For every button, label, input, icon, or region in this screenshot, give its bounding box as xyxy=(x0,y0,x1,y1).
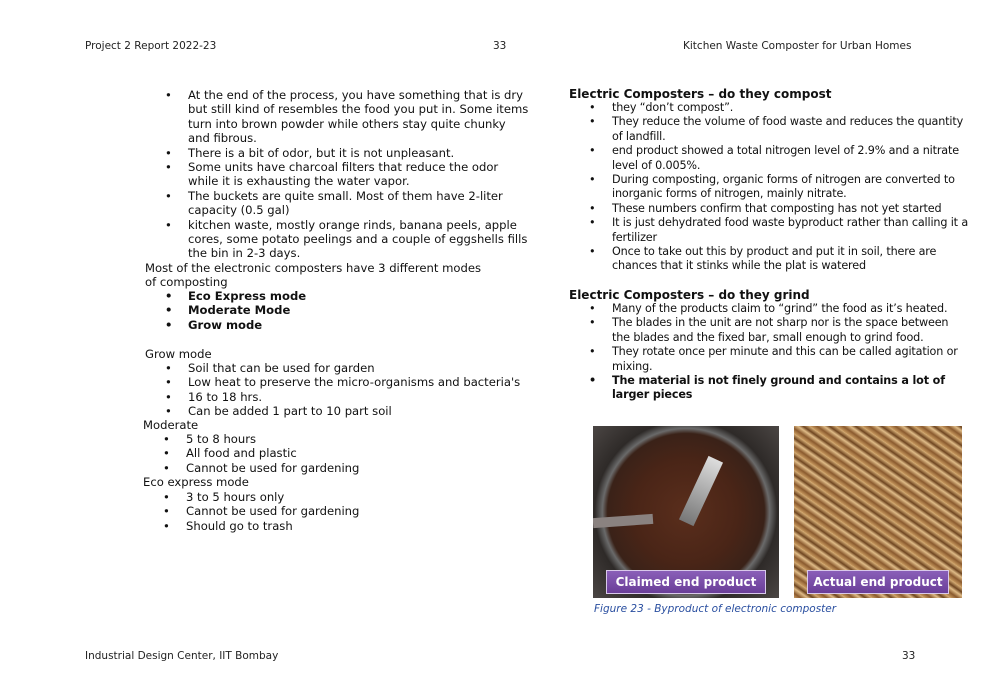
list-item: • Cannot be used for gardening xyxy=(163,461,523,475)
list-item-bold: • The material is not finely ground and contains a lot of larger pieces xyxy=(589,374,969,403)
header-left: Project 2 Report 2022-23 xyxy=(85,40,217,52)
footer-page-number: 33 xyxy=(902,650,916,662)
bar-shape xyxy=(593,514,653,528)
compost-heading: Electric Composters – do they compost xyxy=(569,87,832,101)
claimed-end-product-image xyxy=(593,426,779,598)
list-item: • Once to take out this by product and put it in soil, there are chances that it stinks while the plat is watered xyxy=(589,245,969,274)
list-item: • These numbers confirm that composting has not yet started xyxy=(589,202,969,216)
mode-item: • Grow mode xyxy=(165,318,505,332)
list-item: • 3 to 5 hours only xyxy=(163,490,523,504)
grind-list-container xyxy=(589,302,969,403)
list-item: • During composting, organic forms of nitrogen are converted to inorganic forms of nitrogen, mainly nitrate. xyxy=(589,173,969,202)
actual-end-product-image xyxy=(794,426,962,598)
list-item: • Low heat to preserve the micro-organisms and bacteria's xyxy=(165,375,525,389)
list-item: • 5 to 8 hours xyxy=(163,432,523,446)
list-item: • they “don’t compost”. xyxy=(589,101,969,115)
list-item: • They reduce the volume of food waste and reduces the quantity of landfill. xyxy=(589,115,969,144)
footer-left: Industrial Design Center, IIT Bombay xyxy=(85,650,279,662)
observations-list-container xyxy=(165,88,530,261)
mode-item: • Eco Express mode xyxy=(165,289,505,303)
list-item: • It is just dehydrated food waste byproduct rather than calling it a fertilizer xyxy=(589,216,969,245)
blade-shape xyxy=(679,456,723,526)
eco-list-container xyxy=(163,490,523,533)
list-item: • Soil that can be used for garden xyxy=(165,361,525,375)
modes-intro: Most of the electronic composters have 3 different modes of composting xyxy=(145,261,482,290)
list-item: • kitchen waste, mostly orange rinds, banana peels, apple cores, some potato peelings and a couple of eggshells fills the bin in 2-3 days. xyxy=(165,218,530,261)
actual-label: Actual end product xyxy=(807,570,949,594)
list-item: • Cannot be used for gardening xyxy=(163,504,523,518)
claimed-label: Claimed end product xyxy=(606,570,766,594)
eco-mode-title: Eco express mode xyxy=(143,475,249,489)
list-item: • The blades in the unit are not sharp nor is the space between the blades and the fixed bar, small enough to grind food. xyxy=(589,316,969,345)
list-item: • There is a bit of odor, but it is not unpleasant. xyxy=(165,146,530,160)
list-item: • All food and plastic xyxy=(163,446,523,460)
grind-list xyxy=(589,302,969,403)
header-right: Kitchen Waste Composter for Urban Homes xyxy=(683,40,912,52)
compost-list-container xyxy=(589,101,969,274)
grow-list xyxy=(165,361,525,419)
moderate-list xyxy=(163,432,523,475)
figure-caption: Figure 23 - Byproduct of electronic composter xyxy=(594,603,837,615)
grow-list-container xyxy=(165,361,525,419)
header-page-number: 33 xyxy=(493,40,507,52)
list-item: • They rotate once per minute and this can be called agitation or mixing. xyxy=(589,345,969,374)
compost-list xyxy=(589,101,969,274)
modes-list-container xyxy=(165,289,505,332)
list-item: • Many of the products claim to “grind” the food as it’s heated. xyxy=(589,302,969,316)
modes-list xyxy=(165,289,505,332)
list-item: • Can be added 1 part to 10 part soil xyxy=(165,404,525,418)
list-item: • At the end of the process, you have something that is dry but still kind of resembles the food you put in. Some items turn into brown powder while others stay quite chunky and fibrous. xyxy=(165,88,530,146)
list-item: • 16 to 18 hrs. xyxy=(165,390,525,404)
observations-list xyxy=(165,88,530,261)
list-item: • Some units have charcoal filters that reduce the odor while it is exhausting the water vapor. xyxy=(165,160,530,189)
list-item: • The buckets are quite small. Most of them have 2-liter capacity (0.5 gal) xyxy=(165,189,530,218)
grind-heading: Electric Composters – do they grind xyxy=(569,288,810,302)
mode-item: • Moderate Mode xyxy=(165,303,505,317)
list-item: • Should go to trash xyxy=(163,519,523,533)
grow-mode-title: Grow mode xyxy=(145,347,212,361)
moderate-mode-title: Moderate xyxy=(143,418,199,432)
moderate-list-container xyxy=(163,432,523,475)
list-item: • end product showed a total nitrogen level of 2.9% and a nitrate level of 0.005%. xyxy=(589,144,969,173)
eco-list xyxy=(163,490,523,533)
